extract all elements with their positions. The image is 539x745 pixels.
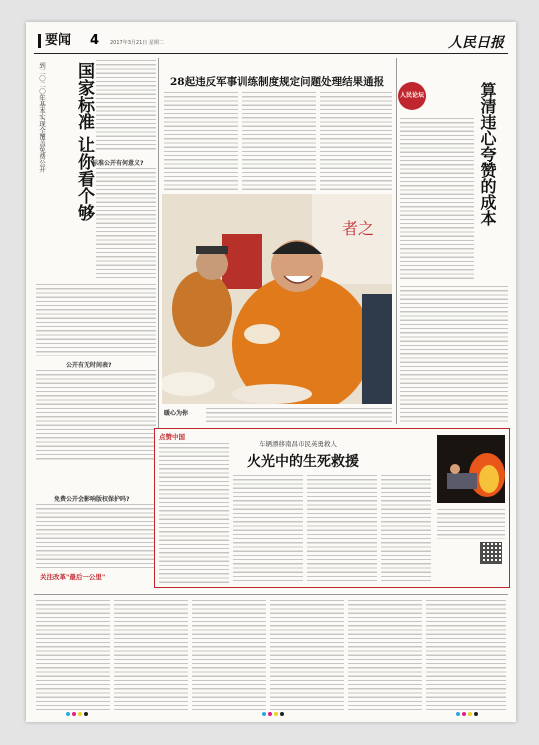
bottom-text-col-1	[36, 600, 110, 710]
feature-headline: 火光中的生死救援	[247, 454, 359, 470]
left-subhead-1: 标准公开有何意义?	[92, 160, 144, 167]
left-headline: 国家标准 让你看个够	[74, 62, 94, 221]
fire-illustration	[437, 435, 505, 503]
top-story-text-col-1	[164, 92, 238, 190]
left-subhead-2: 公开有无时间表?	[66, 362, 112, 369]
section-name: 要闻	[38, 34, 71, 48]
feature-text-col-4	[381, 475, 431, 583]
svg-text:者之: 者之	[342, 219, 375, 238]
right-body-text-1	[400, 118, 474, 282]
photo-illustration	[162, 194, 392, 404]
top-story-headline: 28起违反军事训练制度规定问题处理结果通报	[170, 76, 385, 88]
news-photo	[162, 194, 392, 404]
photo-caption: 暖心为你	[164, 410, 189, 417]
color-register-marks	[66, 712, 88, 716]
right-headline: 算清违心夸赞的成本	[478, 82, 497, 226]
left-body-text-3	[36, 284, 156, 356]
feature-text-col-2	[233, 475, 303, 583]
bottom-text-col-4	[270, 600, 344, 710]
top-story-text-col-3	[320, 92, 392, 190]
issue-date: 2017年3月21日 星期二	[110, 40, 164, 46]
fire-photo	[437, 435, 505, 503]
photo-caption-text	[206, 408, 392, 424]
qr-code	[480, 542, 502, 564]
feature-text-col-3	[307, 475, 377, 583]
commentary-badge: 人民论坛	[398, 82, 426, 110]
masthead-logo: 人民日报	[448, 35, 504, 51]
top-story-text-col-2	[242, 92, 316, 190]
left-subhead-3: 免费公开会影响版权保护吗?	[54, 496, 130, 503]
column-divider-right	[396, 58, 397, 424]
left-body-text-2	[96, 168, 156, 278]
feature-text-col-1	[159, 443, 229, 583]
feature-box	[154, 428, 510, 588]
right-body-text-2	[400, 286, 508, 424]
left-body-text-4	[36, 370, 156, 460]
bottom-text-col-6	[426, 600, 506, 710]
newspaper-page	[26, 22, 516, 722]
left-kicker: 到二〇二〇年基本实现全覆盖免费公开	[38, 62, 46, 173]
bottom-divider	[34, 594, 508, 595]
fire-photo-caption	[437, 509, 505, 539]
left-body-text-1	[96, 60, 156, 152]
color-register-marks	[262, 712, 284, 716]
left-body-text-5	[36, 504, 156, 568]
bottom-text-col-3	[192, 600, 266, 710]
color-register-marks	[456, 712, 478, 716]
feature-subtitle: 车辆漂移南昌市民英勇救人	[259, 440, 337, 448]
page-number: 4	[90, 33, 100, 48]
bottom-text-col-5	[348, 600, 422, 710]
left-footer-tag: 关注改革"最后一公里"	[40, 573, 106, 581]
feature-label: 点赞中国	[159, 433, 185, 441]
page-header	[34, 30, 508, 54]
bottom-text-col-2	[114, 600, 188, 710]
